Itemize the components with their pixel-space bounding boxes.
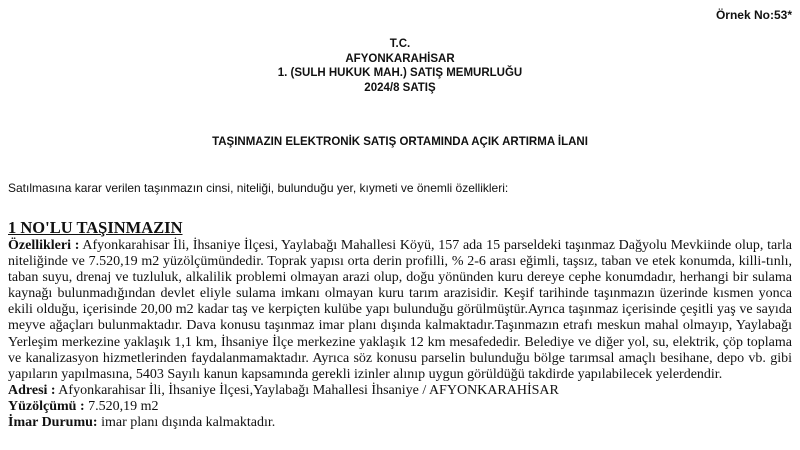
announcement-title: TAŞINMAZIN ELEKTRONİK SATIŞ ORTAMINDA AÇIK ARTIRMA İLANI	[212, 136, 588, 148]
features-paragraph	[8, 238, 792, 383]
address-label: Adresi :	[8, 382, 56, 398]
area-label: Yüzölçümü :	[8, 398, 85, 414]
area-line	[8, 399, 792, 415]
zoning-line	[8, 415, 792, 431]
features-text: Afyonkarahisar İli, İhsaniye İlçesi, Yaylabağı Mahallesi Köyü, 157 ada 15 parseldeki taşınmaz Dağyolu Mevkiinde olup, tarla niteliğinde ve 7.520,19 m2 yüzölçümündedir. Toprak yapısı orta derin profilli, % 2-6 arası eğimli, taşsız, taban ve etek konumda, killi-tınlı, taban suyu, drenaj ve tuzluluk, alkalilik problemi olmayan arazi olup, doğu yönünden kuru dereye cephe konumdadır, herhangi bir sulama kaynağı bulunmadığından devlet eliyle sulama imkanı olmayan kuru tarım arazisidir. Keşif tarihinde taşınmazın üzerinde kısmen yonca ekili olduğu, içerisinde 20,00 m2 kadar taş ve kerpiçten kulübe yapı bulunduğu görülmüştür.Ayrıca taşınmaz içerisinde çeşitli yaş ve sayıda meyve ağaçları bulunmaktadır. Dava konusu taşınmaz imar planı dışında kalmaktadır.Taşınmazın etrafı meskun mahal olmayıp, Yaylabağı Yerleşim merkezine yaklaşık 1,1 km, İhsaniye İlçe merkezine yaklaşık 12 km mesafededir. Belediye ve diğer yol, su, elektrik, çöp toplama ve kanalizasyon hizmetlerinden faydalanmamaktadır. Ayrıca söz konusu parselin bulunduğu bölge tarımsal amaçlı besihane, depo vb. gibi yapıların yapılmasına, 5403 Sayılı kanun kapsamında gerekli izinler alınıp uygun görüldüğü takdirde yapılabilecek yelerdendir.	[8, 238, 792, 382]
zoning-label: İmar Durumu:	[8, 415, 98, 431]
header-line-file-no: 2024/8 SATIŞ	[364, 81, 436, 94]
document-header	[0, 37, 800, 95]
example-number: Örnek No:53*	[715, 8, 792, 22]
address-text: Afyonkarahisar İli, İhsaniye İlçesi,Yaylabağı Mahallesi İhsaniye / AFYONKARAHİSAR	[55, 382, 559, 398]
header-line-city: AFYONKARAHİSAR	[345, 52, 455, 65]
zoning-text: imar planı dışında kalmaktadır.	[97, 415, 276, 431]
area-text: 7.520,19 m2	[84, 398, 159, 414]
property-title: 1 NO'LU TAŞINMAZIN	[8, 218, 183, 237]
features-label: Özellikleri :	[8, 238, 80, 253]
intro-text: Satılmasına karar verilen taşınmazın cinsi, niteliği, bulunduğu yer, kıymeti ve önemli özellikleri:	[8, 181, 509, 195]
header-line-office: 1. (SULH HUKUK MAH.) SATIŞ MEMURLUĞU	[277, 67, 523, 79]
header-line-tc: T.C.	[389, 38, 411, 50]
property-details	[8, 238, 792, 431]
address-line	[8, 383, 792, 399]
